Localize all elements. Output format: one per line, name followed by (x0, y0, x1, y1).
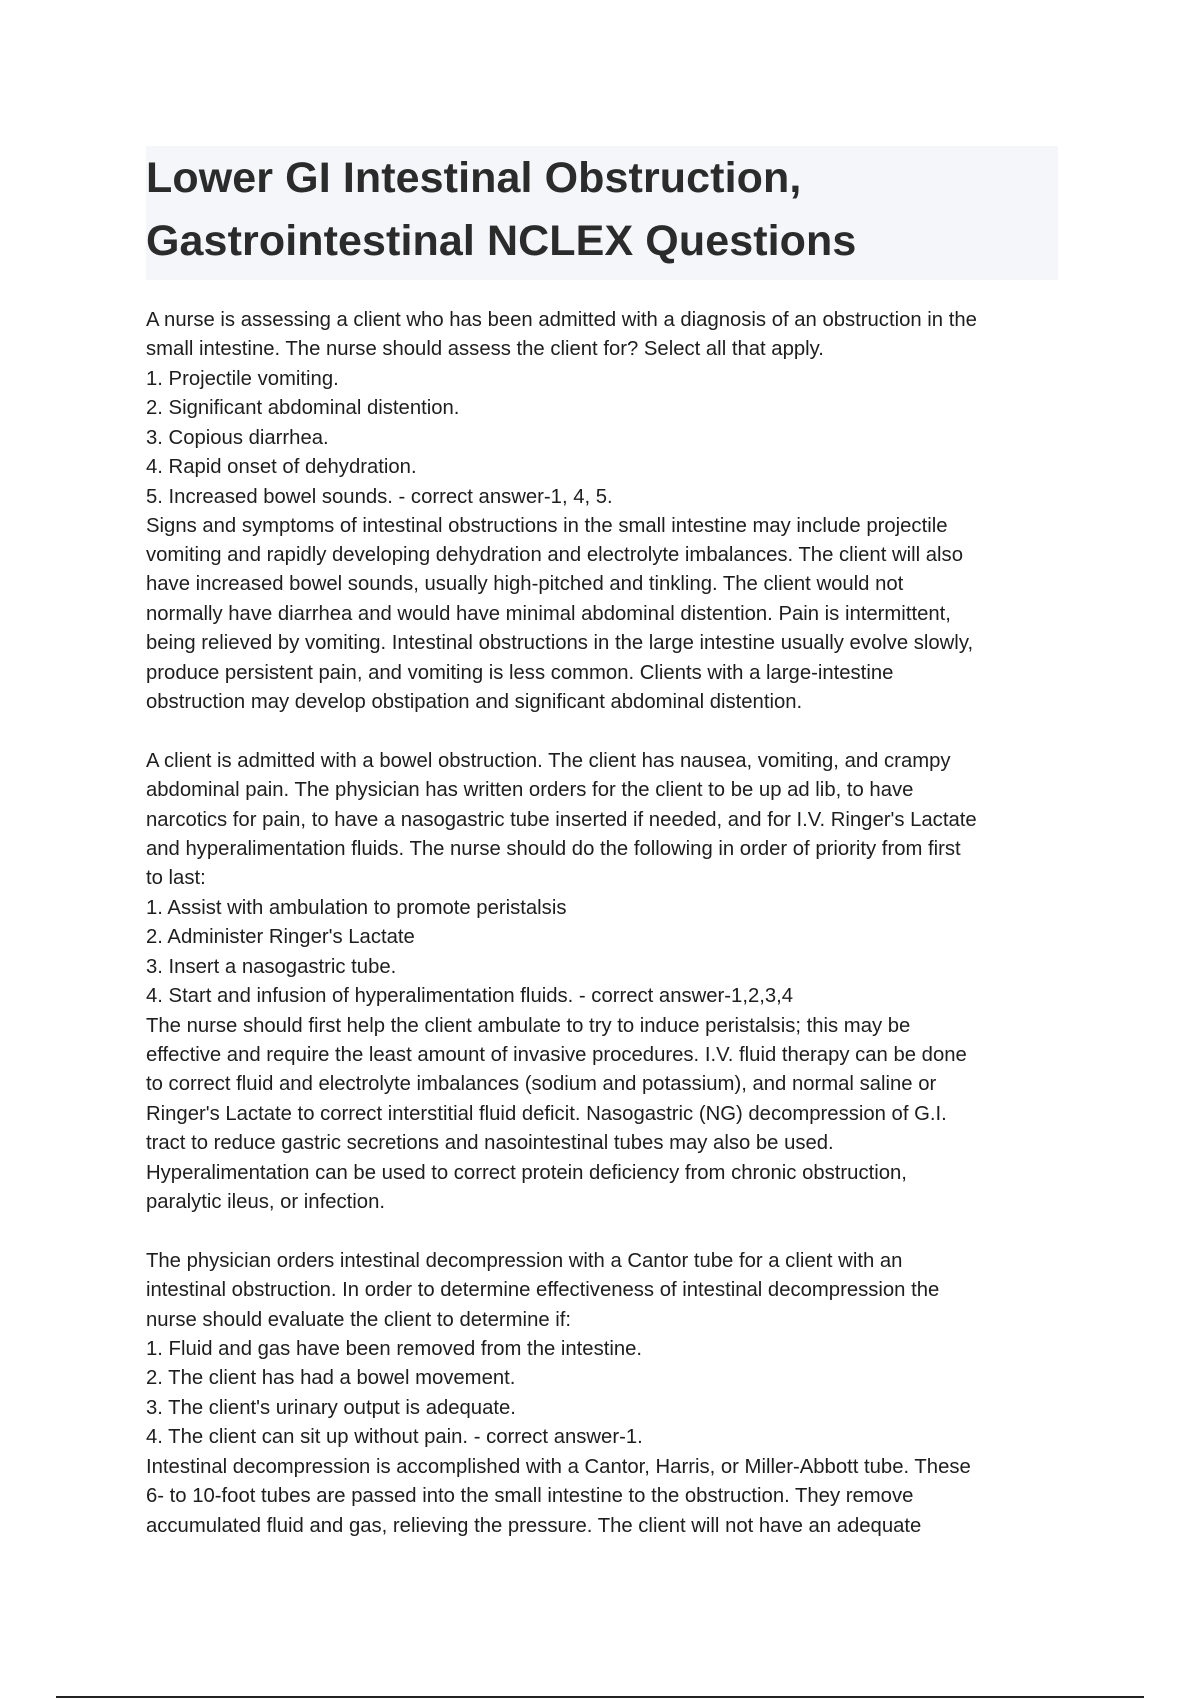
text-line: obstruction may develop obstipation and significant abdominal distention. (146, 691, 803, 713)
text-line: Hyperalimentation can be used to correct protein deficiency from chronic obstruction, (146, 1162, 907, 1184)
text-line: The nurse should first help the client ambulate to try to induce peristalsis; this may be (146, 1015, 911, 1037)
title-block (146, 146, 1058, 280)
text-line: and hyperalimentation fluids. The nurse should do the following in order of priority from first (146, 838, 961, 860)
text-line: small intestine. The nurse should assess the client for? Select all that apply. (146, 338, 824, 360)
text-line: Intestinal decompression is accomplished with a Cantor, Harris, or Miller-Abbott tube. These (146, 1456, 971, 1478)
text-line: A nurse is assessing a client who has been admitted with a diagnosis of an obstruction in the (146, 309, 977, 331)
text-line: abdominal pain. The physician has written orders for the client to be up ad lib, to have (146, 779, 914, 801)
text-line: vomiting and rapidly developing dehydration and electrolyte imbalances. The client will also (146, 544, 963, 566)
text-line: 2. Significant abdominal distention. (146, 397, 460, 419)
text-line: effective and require the least amount of invasive procedures. I.V. fluid therapy can be done (146, 1044, 967, 1066)
text-line: 3. Insert a nasogastric tube. (146, 956, 397, 978)
page-title-line-1: Lower GI Intestinal Obstruction, (146, 154, 802, 202)
text-line: 3. Copious diarrhea. (146, 427, 329, 449)
text-line: normally have diarrhea and would have minimal abdominal distention. Pain is intermittent, (146, 603, 951, 625)
text-line: 2. The client has had a bowel movement. (146, 1367, 516, 1389)
text-line: being relieved by vomiting. Intestinal obstructions in the large intestine usually evolve slowly, (146, 632, 974, 654)
text-line: 5. Increased bowel sounds. - correct answer-1, 4, 5. (146, 486, 613, 508)
text-line: produce persistent pain, and vomiting is less common. Clients with a large-intestine (146, 662, 894, 684)
text-line: The physician orders intestinal decompression with a Cantor tube for a client with an (146, 1250, 903, 1272)
text-line: nurse should evaluate the client to determine if: (146, 1309, 572, 1331)
text-line: 4. The client can sit up without pain. - correct answer-1. (146, 1426, 643, 1448)
text-line: 6- to 10-foot tubes are passed into the small intestine to the obstruction. They remove (146, 1485, 914, 1507)
text-line: to correct fluid and electrolyte imbalances (sodium and potassium), and normal saline or (146, 1073, 937, 1095)
page-bottom-divider (56, 1696, 1144, 1698)
text-line: have increased bowel sounds, usually high-pitched and tinkling. The client would not (146, 573, 904, 595)
page-title-line-2: Gastrointestinal NCLEX Questions (146, 217, 857, 265)
text-line: 1. Projectile vomiting. (146, 368, 339, 390)
text-line: 4. Start and infusion of hyperalimentation fluids. - correct answer-1,2,3,4 (146, 985, 794, 1007)
text-line: 1. Fluid and gas have been removed from the intestine. (146, 1338, 643, 1360)
text-line: narcotics for pain, to have a nasogastric tube inserted if needed, and for I.V. Ringer's Lactate (146, 809, 977, 831)
text-line: 3. The client's urinary output is adequate. (146, 1397, 516, 1419)
text-line: A client is admitted with a bowel obstruction. The client has nausea, vomiting, and crampy (146, 750, 951, 772)
text-line: Signs and symptoms of intestinal obstructions in the small intestine may include projectile (146, 515, 948, 537)
text-line: tract to reduce gastric secretions and nasointestinal tubes may also be used. (146, 1132, 834, 1154)
text-line: to last: (146, 867, 206, 889)
text-line: accumulated fluid and gas, relieving the pressure. The client will not have an adequate (146, 1515, 922, 1537)
text-line: paralytic ileus, or infection. (146, 1191, 385, 1213)
text-line: 1. Assist with ambulation to promote peristalsis (146, 897, 567, 919)
text-line: 2. Administer Ringer's Lactate (146, 926, 415, 948)
text-line: intestinal obstruction. In order to determine effectiveness of intestinal decompression the (146, 1279, 940, 1301)
text-line: 4. Rapid onset of dehydration. (146, 456, 417, 478)
text-line: Ringer's Lactate to correct interstitial fluid deficit. Nasogastric (NG) decompression of G.I. (146, 1103, 947, 1125)
